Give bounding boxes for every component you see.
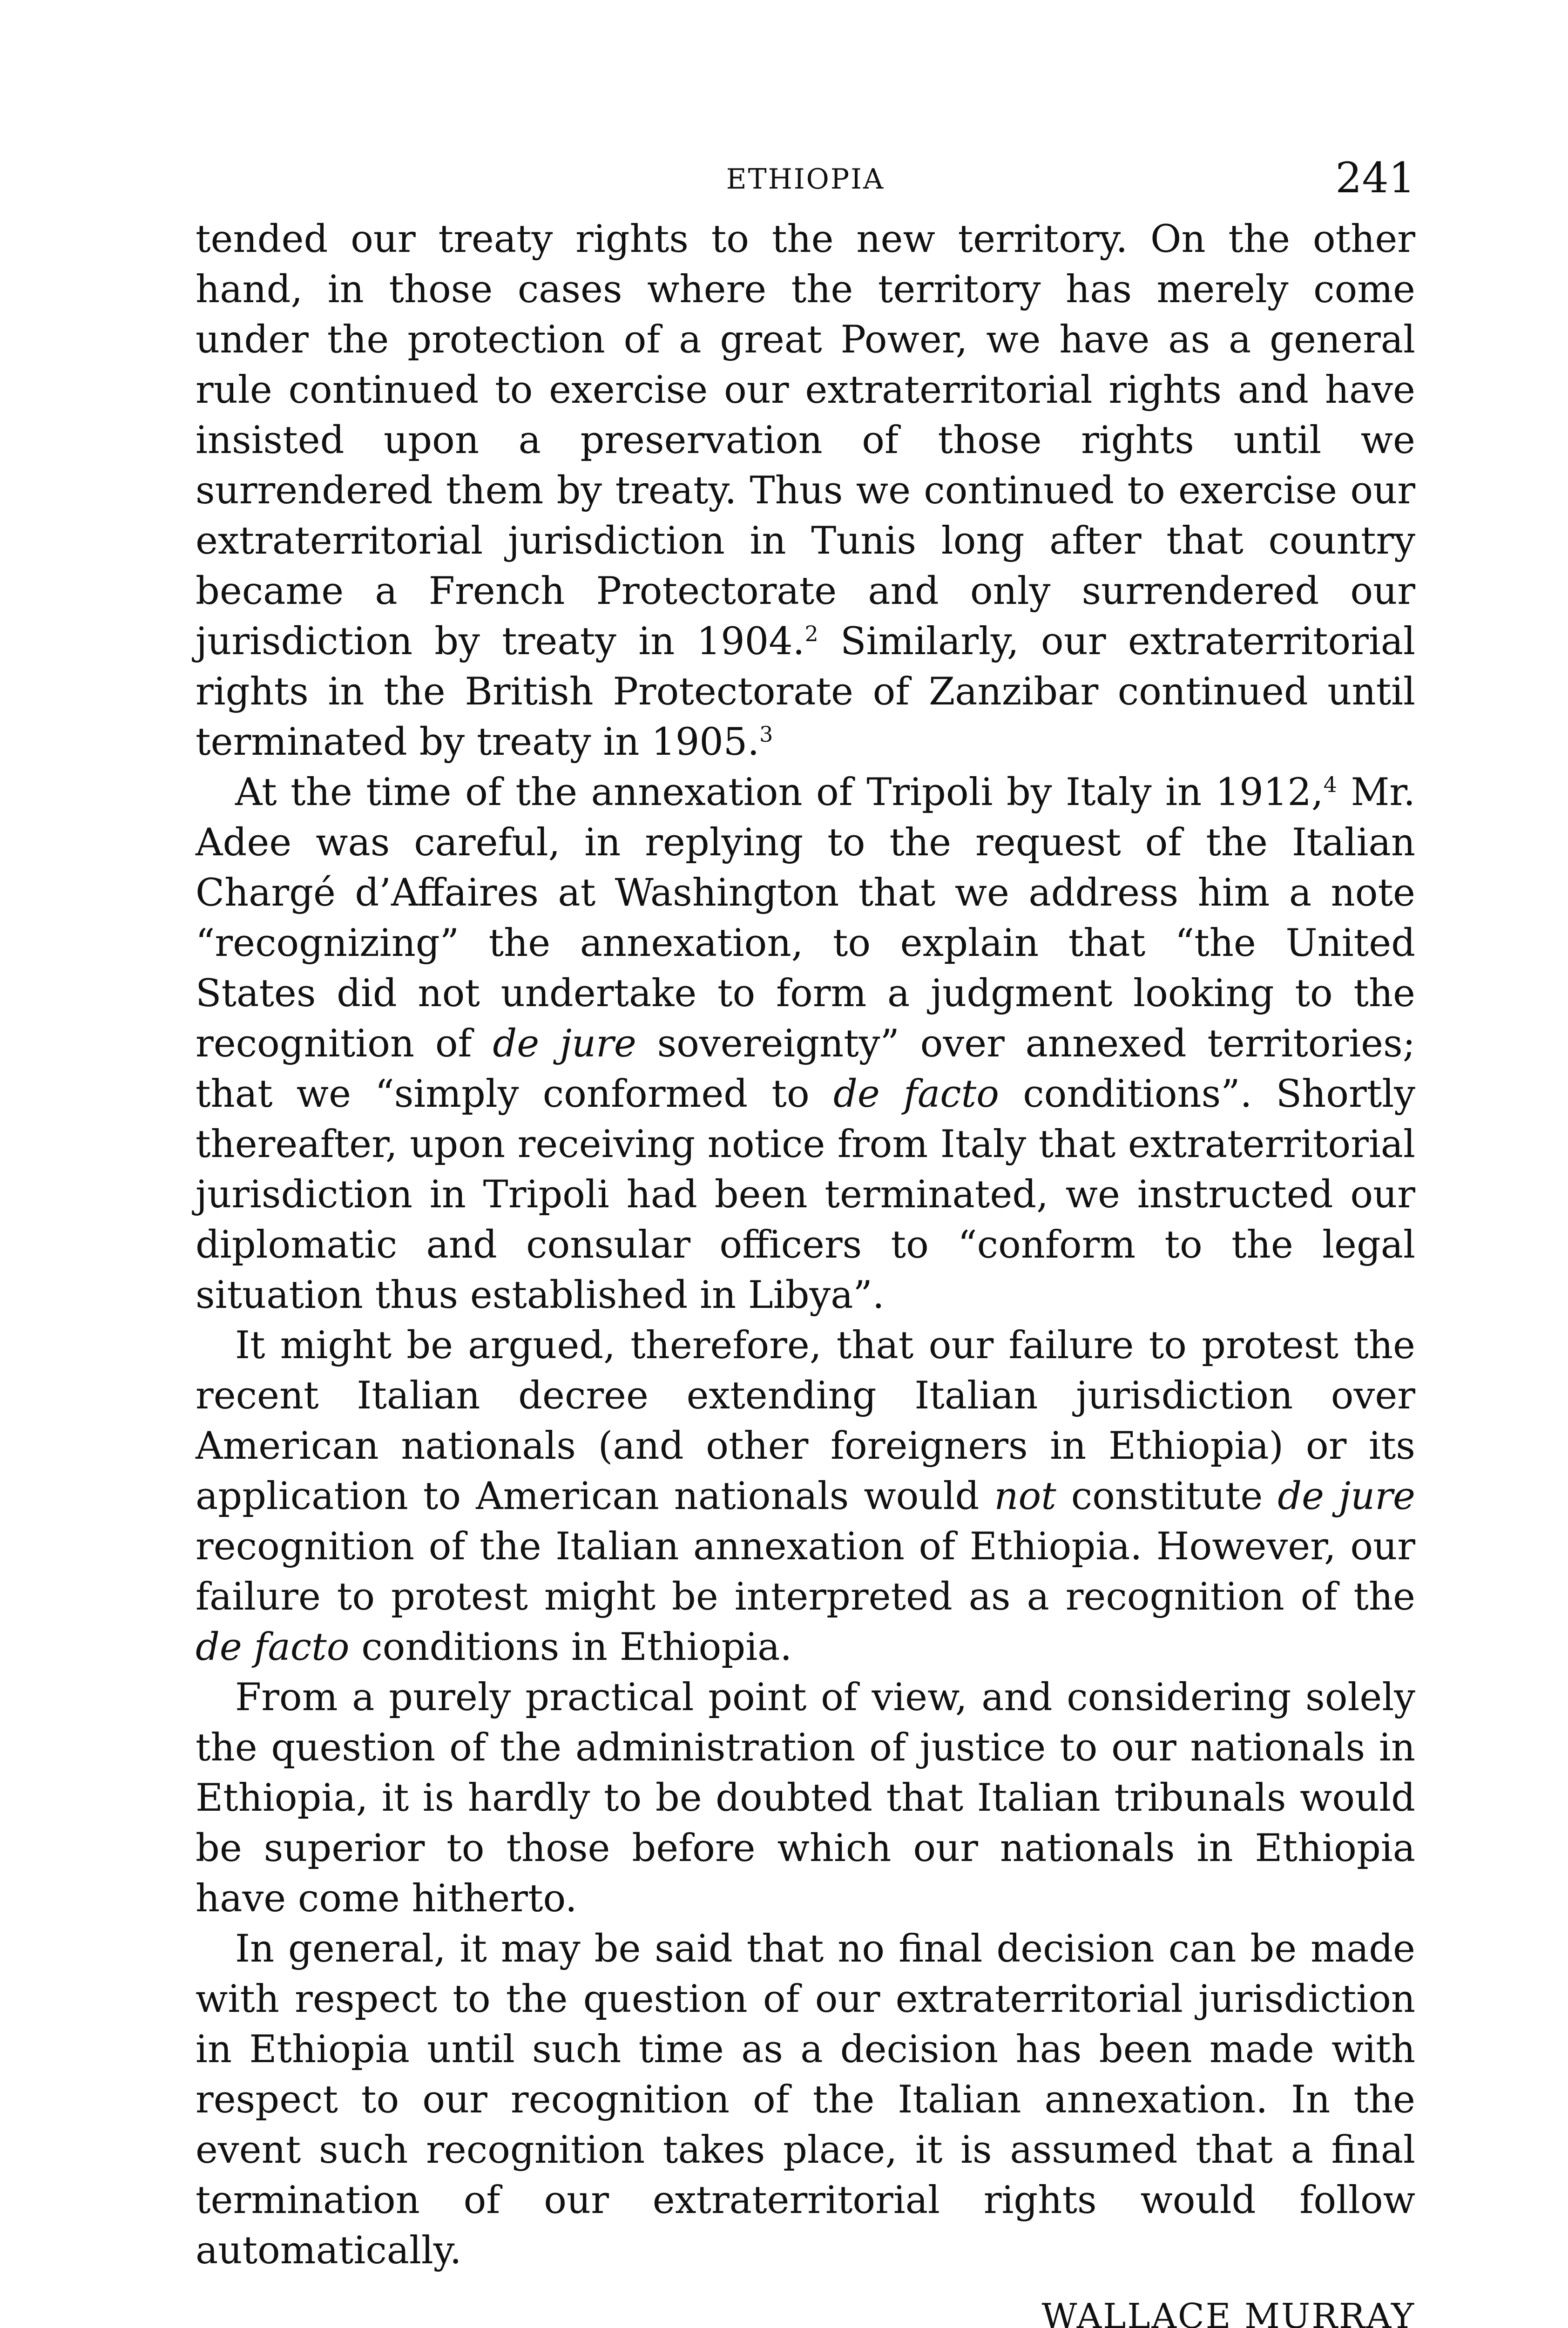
emphasis-text: de jure: [493, 1022, 636, 1066]
text-run: conditions in Ethiopia.: [349, 1625, 792, 1669]
signature: WALLACE MURRAY: [1041, 2296, 1415, 2328]
text-run: conditions”. Shortly thereafter, upon receiving notice from Italy that extraterritorial jurisdiction in Tripoli had been terminated, we instructed our diplomatic and consular officers to “conform to the legal situation thus established in Libya”.: [196, 1072, 1415, 1317]
paragraph: [196, 1924, 1415, 2276]
text-run: At the time of the annexation of Tripoli by Italy in 1912,: [235, 771, 1324, 814]
emphasis-text: de facto: [833, 1072, 999, 1116]
emphasis-text: de jure: [1277, 1475, 1415, 1518]
text-run: tended our treaty rights to the new territory. On the other hand, in those cases where the territory has merely come under the protection of a great Power, we have as a general rule continued to exercise our extraterritorial rights and have insisted upon a preservation of those rights until we surrendered them by treaty. Thus we continued to exercise our extraterritorial jurisdiction in Tunis long after that country became a French Protectorate and only surrendered our jurisdiction by treaty in 1904.: [196, 217, 1415, 663]
text-run: recognition of the Italian annexation of Ethiopia. However, our failure to protest might be interpreted as a recognition of the: [196, 1525, 1415, 1619]
text-run: It might be argued, therefore, that our failure to protest the recent Italian decree extending Italian jurisdiction over American nationals (and other foreigners in Ethiopia) or its application to American nationals would: [196, 1324, 1415, 1518]
paragraph: [196, 1320, 1415, 1672]
emphasis-text: de facto: [196, 1625, 350, 1669]
body-text: [196, 214, 1415, 2276]
footnote-marker: 2: [804, 621, 818, 646]
paragraph: [196, 1672, 1415, 1924]
document-page: [196, 154, 1415, 2328]
text-run: constitute: [1056, 1475, 1278, 1518]
page-number: 241: [1335, 154, 1415, 203]
text-run: Similarly, our extraterritorial rights in the British Protectorate of Zanzibar continued until terminated by treaty in 1905.: [196, 620, 1416, 764]
emphasis-text: not: [994, 1475, 1056, 1518]
text-run: In general, it may be said that no final decision can be made with respect to the question of our extraterritorial jurisdiction in Ethiopia until such time as a decision has been made with respect to our recognition of the Italian annexation. In the event such recognition takes place, it is assumed that a final termination of our extraterritorial rights would follow automatically.: [196, 1927, 1415, 2273]
footnote-marker: 4: [1323, 772, 1337, 797]
text-run: From a purely practical point of view, and considering solely the question of the administration of justice to our nationals in Ethiopia, it is hardly to be doubted that Italian tribunals would be superior to those before which our nationals in Ethiopia have come hitherto.: [196, 1676, 1415, 1921]
paragraph: [196, 767, 1415, 1320]
page-header: [196, 154, 1415, 214]
running-head: ETHIOPIA: [726, 163, 885, 196]
paragraph: [196, 214, 1415, 767]
footnote-marker: 3: [759, 722, 773, 747]
text-run: Mr. Adee was careful, in replying to the request of the Italian Chargé d’Affaires at Washington that we address him a note “recognizing” the annexation, to explain that “the United States did not undertake to form a judgment looking to the recognition of: [196, 771, 1415, 1066]
text-run: sovereignty” over annexed territories; that we “simply conformed to: [196, 1022, 1415, 1116]
